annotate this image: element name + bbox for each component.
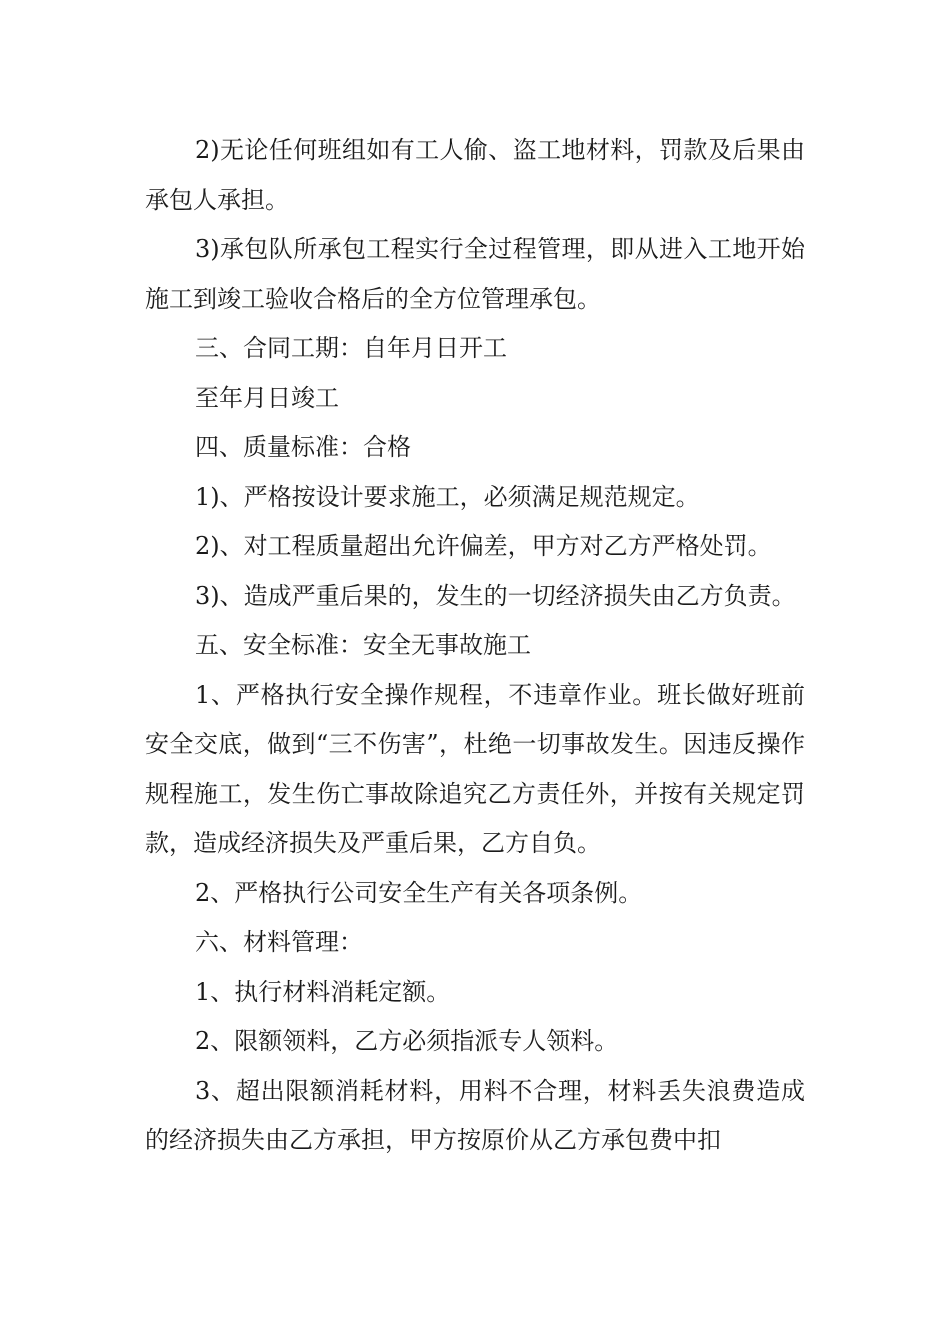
paragraph-safety-item-1: 1、严格执行安全操作规程，不违章作业。班长做好班前安全交底，做到“三不伤害”，杜绝一切事故发生。因违反操作规程施工，发生伤亡事故除追究乙方责任外，并按有关规定罚款，造成经济损失及严重后果，乙方自负。 — [145, 680, 805, 857]
paragraph-completion-date: 至年月日竣工 — [195, 383, 339, 412]
paragraph-material-item-3: 3、超出限额消耗材料，用料不合理，材料丢失浪费造成的经济损失由乙方承担，甲方按原价从乙方承包费中扣 — [145, 1076, 805, 1154]
paragraph-material-item-1: 1、执行材料消耗定额。 — [195, 977, 451, 1006]
heading-quality-standard: 四、质量标准：合格 — [195, 433, 411, 461]
paragraph-theft-penalty: 2)无论任何班组如有工人偷、盗工地材料，罚款及后果由承包人承担。 — [145, 136, 805, 214]
paragraph-material-item-2: 2、限额领料，乙方必须指派专人领料。 — [195, 1027, 619, 1055]
heading-contract-period: 三、合同工期：自年月日开工 — [195, 334, 507, 362]
paragraph-quality-item-1: 1)、严格按设计要求施工，必须满足规范规定。 — [195, 482, 700, 511]
paragraph-quality-item-2: 2)、对工程质量超出允许偏差，甲方对乙方严格处罚。 — [195, 532, 772, 560]
heading-safety-standard: 五、安全标准：安全无事故施工 — [195, 631, 531, 659]
document-body — [145, 126, 805, 1166]
heading-material-management: 六、材料管理： — [195, 928, 363, 956]
paragraph-full-process-management: 3)承包队所承包工程实行全过程管理，即从进入工地开始施工到竣工验收合格后的全方位管理承包。 — [145, 235, 805, 313]
paragraph-safety-item-2: 2、严格执行公司安全生产有关各项条例。 — [195, 878, 643, 907]
paragraph-quality-item-3: 3)、造成严重后果的，发生的一切经济损失由乙方负责。 — [195, 581, 796, 610]
